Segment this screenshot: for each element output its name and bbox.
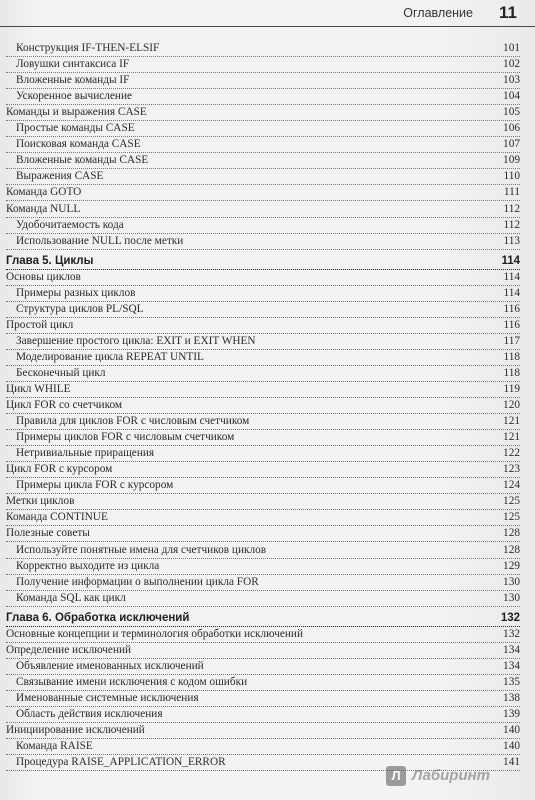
toc-entry-page: 118 bbox=[503, 366, 520, 379]
toc-entry-title: Выражения CASE bbox=[16, 170, 104, 183]
toc-entry bbox=[6, 302, 520, 318]
toc-entry-page: 130 bbox=[503, 575, 520, 588]
toc-entry-page: 130 bbox=[503, 591, 520, 604]
toc-entry-page: 132 bbox=[500, 611, 520, 624]
toc-entry-title: Получение информации о выполнении цикла FOR bbox=[16, 575, 259, 588]
toc-entry bbox=[6, 121, 520, 137]
toc-entry-title: Примеры циклов FOR с числовым счетчиком bbox=[16, 431, 235, 444]
toc-entry-title: Правила для циклов FOR с числовым счетчиком bbox=[16, 415, 250, 428]
toc-entry-title: Инициирование исключений bbox=[6, 724, 145, 737]
toc-entry-title: Вложенные команды IF bbox=[16, 74, 130, 87]
toc-entry-page: 123 bbox=[503, 463, 520, 476]
toc-entry-title: Использование NULL после метки bbox=[16, 234, 184, 247]
toc-entry-page: 110 bbox=[503, 170, 520, 183]
page-number: 11 bbox=[499, 3, 517, 22]
toc-entry bbox=[6, 591, 520, 607]
toc-entry bbox=[6, 643, 520, 659]
toc-entry-page: 109 bbox=[503, 154, 520, 167]
toc-entry-title: Моделирование цикла REPEAT UNTIL bbox=[16, 350, 204, 363]
toc-entry-page: 102 bbox=[503, 58, 520, 71]
toc-entry-page: 113 bbox=[503, 234, 520, 247]
toc-entry-page: 116 bbox=[503, 302, 520, 315]
toc-entry-title: Удобочитаемость кода bbox=[16, 218, 124, 231]
toc-entry-page: 121 bbox=[503, 431, 520, 444]
toc-entry-page: 118 bbox=[503, 350, 520, 363]
watermark-logo bbox=[386, 764, 526, 790]
toc-entry-title: Процедура RAISE_APPLICATION_ERROR bbox=[16, 756, 226, 769]
toc-entry-page: 119 bbox=[503, 383, 520, 396]
toc-entry-page: 114 bbox=[503, 286, 520, 299]
toc-entry-title: Примеры разных циклов bbox=[16, 286, 136, 299]
toc-entry-title: Глава 6. Обработка исключений bbox=[6, 611, 190, 624]
toc-entry-title: Основные концепции и терминология обработки исключений bbox=[6, 627, 304, 640]
toc-chapter-entry bbox=[6, 611, 520, 627]
toc-entry bbox=[6, 659, 520, 675]
toc-entry-page: 129 bbox=[503, 559, 520, 572]
toc-entry bbox=[6, 73, 520, 89]
toc-entry-title: Глава 5. Циклы bbox=[6, 254, 94, 267]
toc-entry bbox=[6, 218, 520, 234]
toc-entry bbox=[6, 89, 520, 105]
toc-entry-page: 138 bbox=[503, 691, 520, 704]
toc-entry-page: 112 bbox=[503, 202, 520, 215]
page-header bbox=[0, 0, 535, 27]
toc-entry-title: Ловушки синтаксиса IF bbox=[16, 58, 130, 71]
toc-entry-page: 111 bbox=[503, 186, 520, 199]
toc-entry-title: Простые команды CASE bbox=[16, 122, 135, 135]
toc-entry bbox=[6, 350, 520, 366]
toc-entry bbox=[6, 526, 520, 542]
toc-entry-title: Команда GOTO bbox=[6, 186, 82, 199]
toc-entry bbox=[6, 446, 520, 462]
toc-entry-page: 125 bbox=[503, 495, 520, 508]
toc-entry bbox=[6, 57, 520, 73]
toc-entry-page: 135 bbox=[503, 675, 520, 688]
toc-entry-page: 134 bbox=[503, 659, 520, 672]
toc-entry bbox=[6, 414, 520, 430]
toc-entry-title: Структура циклов PL/SQL bbox=[16, 302, 144, 315]
toc-entry-title: Полезные советы bbox=[6, 527, 90, 540]
toc-entry-page: 112 bbox=[503, 218, 520, 231]
toc-entry-title: Команда CONTINUE bbox=[6, 511, 108, 524]
toc-entry-title: Метки циклов bbox=[6, 495, 75, 508]
toc-entry-page: 103 bbox=[503, 74, 520, 87]
toc-entry-title: Команда NULL bbox=[6, 202, 81, 215]
toc-entry-page: 106 bbox=[503, 122, 520, 135]
toc-entry-title: Нетривиальные приращения bbox=[16, 447, 155, 460]
toc-entry bbox=[6, 627, 520, 643]
toc-entry bbox=[6, 675, 520, 691]
toc-entry bbox=[6, 185, 520, 201]
toc-entry-title: Поисковая команда CASE bbox=[16, 138, 141, 151]
toc-entry-page: 114 bbox=[503, 270, 520, 283]
toc-entry bbox=[6, 462, 520, 478]
toc-entry-page: 105 bbox=[503, 106, 520, 119]
toc-entry bbox=[6, 169, 520, 185]
toc-entry-title: Ускоренное вычисление bbox=[16, 90, 133, 103]
toc-entry bbox=[6, 494, 520, 510]
toc-entry-page: 125 bbox=[503, 511, 520, 524]
toc-entry-page: 107 bbox=[503, 138, 520, 151]
toc-entry-page: 141 bbox=[503, 756, 520, 769]
toc-entry-page: 128 bbox=[503, 543, 520, 556]
toc-entry bbox=[6, 334, 520, 350]
toc-chapter-entry bbox=[6, 254, 520, 270]
toc-entry-title: Конструкция IF-THEN-ELSIF bbox=[16, 42, 160, 55]
toc-entry bbox=[6, 286, 520, 302]
toc-entry-page: 117 bbox=[503, 334, 520, 347]
toc-entry bbox=[6, 382, 520, 398]
toc-entry-title: Простой цикл bbox=[6, 318, 74, 331]
toc-entry-page: 121 bbox=[503, 415, 520, 428]
toc-entry-title: Цикл FOR со счетчиком bbox=[6, 399, 123, 412]
table-of-contents bbox=[6, 41, 520, 771]
toc-entry-title: Вложенные команды CASE bbox=[16, 154, 149, 167]
toc-entry-title: Связывание имени исключения с кодом ошибки bbox=[16, 675, 248, 688]
toc-entry-page: 114 bbox=[501, 254, 520, 267]
toc-entry-title: Завершение простого цикла: EXIT и EXIT WHEN bbox=[16, 334, 256, 347]
toc-entry-title: Бесконечный цикл bbox=[16, 366, 106, 379]
toc-entry bbox=[6, 707, 520, 723]
watermark-text: Лабиринт bbox=[412, 767, 491, 784]
toc-entry bbox=[6, 41, 520, 57]
toc-entry bbox=[6, 430, 520, 446]
toc-entry-page: 134 bbox=[503, 643, 520, 656]
toc-entry bbox=[6, 575, 520, 591]
toc-entry-page: 101 bbox=[503, 42, 520, 55]
toc-entry-title: Объявление именованных исключений bbox=[16, 659, 204, 672]
toc-entry bbox=[6, 318, 520, 334]
toc-entry bbox=[6, 510, 520, 526]
toc-entry-title: Цикл FOR с курсором bbox=[6, 463, 113, 476]
toc-entry-page: 140 bbox=[503, 724, 520, 737]
toc-entry bbox=[6, 739, 520, 755]
toc-entry bbox=[6, 105, 520, 121]
toc-entry-title: Основы циклов bbox=[6, 270, 81, 283]
toc-entry bbox=[6, 234, 520, 250]
toc-entry-title: Область действия исключения bbox=[16, 707, 163, 720]
toc-entry-page: 124 bbox=[503, 479, 520, 492]
toc-entry bbox=[6, 137, 520, 153]
toc-entry-title: Команда SQL как цикл bbox=[16, 591, 126, 604]
toc-entry bbox=[6, 201, 520, 217]
toc-entry-title: Определение исключений bbox=[6, 643, 132, 656]
toc-entry-page: 122 bbox=[503, 447, 520, 460]
section-title: Оглавление bbox=[403, 6, 473, 20]
toc-entry bbox=[6, 723, 520, 739]
toc-entry bbox=[6, 366, 520, 382]
toc-entry-page: 139 bbox=[503, 707, 520, 720]
toc-entry-page: 104 bbox=[503, 90, 520, 103]
toc-entry-title: Используйте понятные имена для счетчиков циклов bbox=[16, 543, 267, 556]
toc-entry bbox=[6, 153, 520, 169]
toc-entry-page: 132 bbox=[503, 627, 520, 640]
toc-entry-title: Корректно выходите из цикла bbox=[16, 559, 160, 572]
toc-entry-page: 128 bbox=[503, 527, 520, 540]
toc-entry-page: 120 bbox=[503, 399, 520, 412]
toc-entry-page: 116 bbox=[503, 318, 520, 331]
toc-entry-title: Примеры цикла FOR с курсором bbox=[16, 479, 174, 492]
toc-entry-title: Команды и выражения CASE bbox=[6, 106, 147, 119]
toc-entry bbox=[6, 478, 520, 494]
toc-entry bbox=[6, 398, 520, 414]
toc-entry-title: Команда RAISE bbox=[16, 740, 93, 753]
toc-entry bbox=[6, 542, 520, 558]
toc-entry bbox=[6, 691, 520, 707]
toc-entry-page: 140 bbox=[503, 740, 520, 753]
toc-entry bbox=[6, 559, 520, 575]
toc-entry bbox=[6, 270, 520, 286]
watermark-mark: Л bbox=[386, 766, 406, 786]
toc-entry-title: Цикл WHILE bbox=[6, 383, 71, 396]
toc-entry-title: Именованные системные исключения bbox=[16, 691, 199, 704]
